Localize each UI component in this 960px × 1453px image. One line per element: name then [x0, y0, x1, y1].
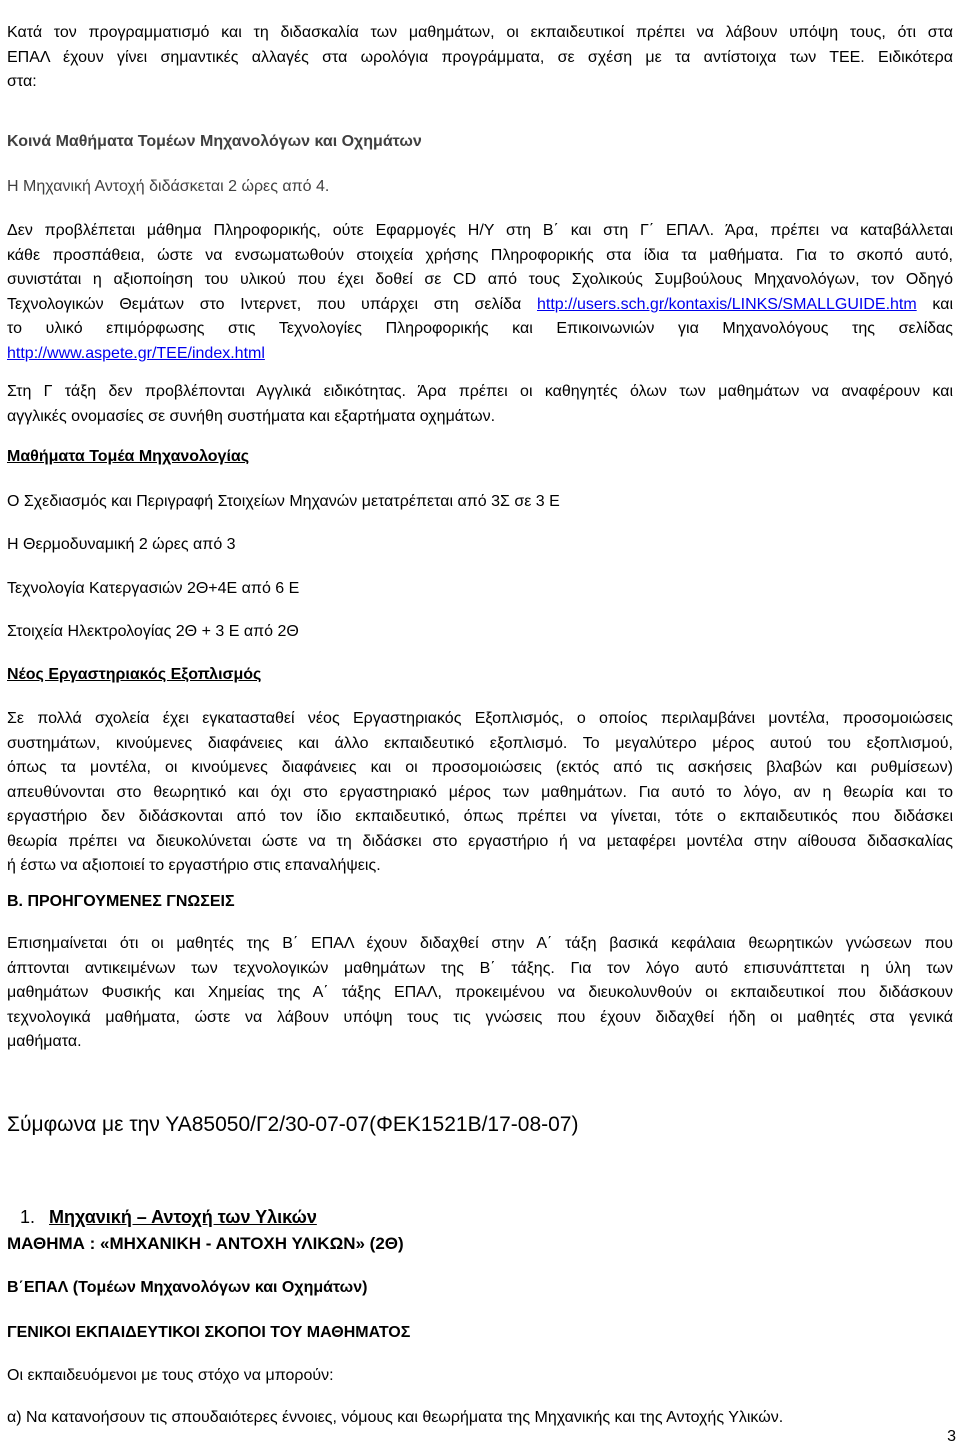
section-heading-common: Κοινά Μαθήματα Τομέων Μηχανολόγων και Οχημάτων [7, 133, 422, 150]
mech-item: Η Θερμοδυναμική 2 ώρες από 3 [7, 536, 236, 553]
text-line: το υλικό επιμόρφωσης στις Τεχνολογίες Πληροφορικής και Επικοινωνιών για Μηχανολόγους της σελίδας [7, 320, 953, 337]
page-number: 3 [947, 1428, 956, 1445]
paragraph-prior [7, 932, 953, 1055]
paragraph-lab [7, 707, 953, 879]
text-line: μαθήματα. [7, 1033, 82, 1050]
course-class: Β΄ΕΠΑΛ (Τομέων Μηχανολόγων και Οχημάτων) [7, 1279, 368, 1296]
text-line [7, 342, 953, 367]
text-line: Κατά τον προγραμματισμό και τη διδασκαλία των μαθημάτων, οι εκπαιδευτικοί πρέπει να λάβουν υπόψη τους, ότι στα [7, 24, 953, 41]
decree-reference: Σύμφωνα με την ΥΑ85050/Γ2/30-07-07(ΦΕΚ1521Β/17-08-07) [7, 1113, 579, 1136]
text-line: Σε πολλά σχολεία έχει εγκατασταθεί νέος Εργαστηριακός Εξοπλισμός, ο οποίος περιλαμβάνει μοντέλα, προσομοιώσεις [7, 710, 953, 727]
goals-heading: ΓΕΝΙΚΟΙ ΕΚΠΑΙΔΕΥΤΙΚΟΙ ΣΚΟΠΟΙ ΤΟΥ ΜΑΘΗΜΑΤΟΣ [7, 1324, 411, 1341]
text-line: αγγλικές ονομασίες σε συνήθη συστήματα και εξαρτήματα οχημάτων. [7, 407, 496, 425]
section-heading-lab: Νέος Εργαστηριακός Εξοπλισμός [7, 666, 262, 683]
paragraph-english [7, 380, 953, 429]
link-smallguide[interactable]: http://users.sch.gr/kontaxis/LINKS/SMALLGUIDE.htm [536, 295, 917, 313]
text-line: Στη Γ τάξη δεν προβλέπονται Αγγλικά ειδικότητας. Άρα πρέπει οι καθηγητές όλων των μαθημάτων να αναφέρουν και [7, 383, 953, 400]
paragraph-informatics [7, 219, 953, 366]
goals-intro: Οι εκπαιδευόμενοι με τους στόχο να μπορούν: [7, 1367, 334, 1384]
text-line: εργαστήριο δεν διδάσκονται από τον ίδιο εκπαιδευτικό, όπως πρέπει να γίνεται, τότε ο εκπαιδευτικός που διδάσκει [7, 808, 953, 825]
text-line: τεχνολογικά μαθήματα, ώστε να λάβουν υπόψη τους τις γνώσεις που έχουν διδαχθεί ήδη οι μαθητές στα γενικά [7, 1008, 953, 1026]
mech-item: Ο Σχεδιασμός και Περιγραφή Στοιχείων Μηχανών μετατρέπεται από 3Σ σε 3 Ε [7, 493, 560, 510]
text-line: απευθύνονται στο θεωρητικό και όχι στο εργαστηριακό μέρος των μαθημάτων. Για αυτό το λόγο, αν η θεωρία και το [7, 783, 953, 801]
document-page [7, 0, 953, 1453]
text-line: ΕΠΑΛ έχουν γίνει σημαντικές αλλαγές στα ωρολόγια προγράμματα, σε σχέση με τα αντίστοιχα των ΤΕΕ. Ειδικότερα [7, 48, 953, 66]
text-line: Επισημαίνεται ότι οι μαθητές της Β΄ ΕΠΑΛ έχουν διδαχθεί στην Α΄ τάξη βασικά κεφάλαια θεωρητικών γνώσεων που [7, 935, 953, 952]
goal-item-a: α) Να κατανοήσουν τις σπουδαιότερες έννοιες, νόμους και θεωρήματα της Μηχανικής και της Αντοχής Υλικών. [7, 1409, 784, 1426]
text-line: μαθημάτων Φυσικής και Χημείας της Α΄ τάξης ΕΠΑΛ, προκειμένου να διευκολυνθούν οι εκπαιδευτικοί που διδάσκουν [7, 984, 953, 1001]
paragraph-mechanics-hours: Η Μηχανική Αντοχή διδάσκεται 2 ώρες από 4. [7, 178, 330, 195]
text-fragment: Τεχνολογικών Θεμάτων στο Ιντερνετ, που υπάρχει στη σελίδα [7, 295, 522, 313]
mech-item: Στοιχεία Ηλεκτρολογίας 2Θ + 3 Ε από 2Θ [7, 623, 299, 640]
course-title: Μηχανική – Αντοχή των Υλικών [49, 1207, 317, 1227]
text-line: συστημάτων, κινούμενες διαφάνειες και άλλο εκπαιδευτικό εξοπλισμό. Το μεγαλύτερο μέρος αυτού του εξοπλισμού, [7, 734, 953, 752]
text-line: άπτονται αντικειμένων των τεχνολογικών μαθημάτων της Β΄ τάξης. Για τον λόγο αυτό επισυνάπτεται η ύλη των [7, 959, 953, 977]
text-line: συνιστάται η αξιοποίηση του υλικού που έχει δοθεί σε CD από τους Σχολικούς Συμβούλους Μηχανολόγων, τον Οδηγό [7, 271, 953, 288]
text-line: στα: [7, 73, 37, 90]
link-aspete[interactable]: http://www.aspete.gr/TEE/index.html [7, 344, 265, 362]
text-line: ή έστω να αξιοποιεί το εργαστήριο στις επαναλήψεις. [7, 857, 381, 874]
text-line: κάθε προσπάθεια, ώστε να ενσωματωθούν στοιχεία χρήσης Πληροφορικής στα ίδια τα μαθήματα. Για το σκοπό αυτό, [7, 246, 953, 264]
course-subject: ΜΑΘΗΜΑ : «ΜΗΧΑΝΙΚΗ - ΑΝΤΟΧΗ ΥΛΙΚΩΝ» (2Θ) [7, 1234, 404, 1253]
text-line: όπως τα μοντέλα, οι κινούμενες διαφάνειες και οι προσομοιώσεις (εκτός από τις ασκήσεις βλαβών και ρυθμίσεων) [7, 759, 953, 776]
list-number: 1. [20, 1207, 36, 1227]
section-heading-mechanical: Μαθήματα Τομέα Μηχανολογίας [7, 448, 250, 465]
intro-paragraph [7, 21, 953, 95]
text-fragment: και [932, 295, 954, 313]
text-line [7, 293, 953, 318]
section-heading-prior: Β. ΠΡΟΗΓΟΥΜΕΝΕΣ ΓΝΩΣΕΙΣ [7, 893, 235, 910]
text-line: Δεν προβλέπεται μάθημα Πληροφορικής, ούτε Εφαρμογές Η/Υ στη Β΄ και στη Γ΄ ΕΠΑΛ. Άρα, πρέπει να καταβάλλεται [7, 222, 953, 239]
text-line: θεωρία πρέπει να διευκολύνεται ώστε να τη διδάσκει στο εργαστήριο ή να μεταφέρει μοντέλα στην αίθουσα διδασκαλίας [7, 832, 953, 850]
mech-item: Τεχνολογία Κατεργασιών 2Θ+4Ε από 6 Ε [7, 580, 300, 597]
